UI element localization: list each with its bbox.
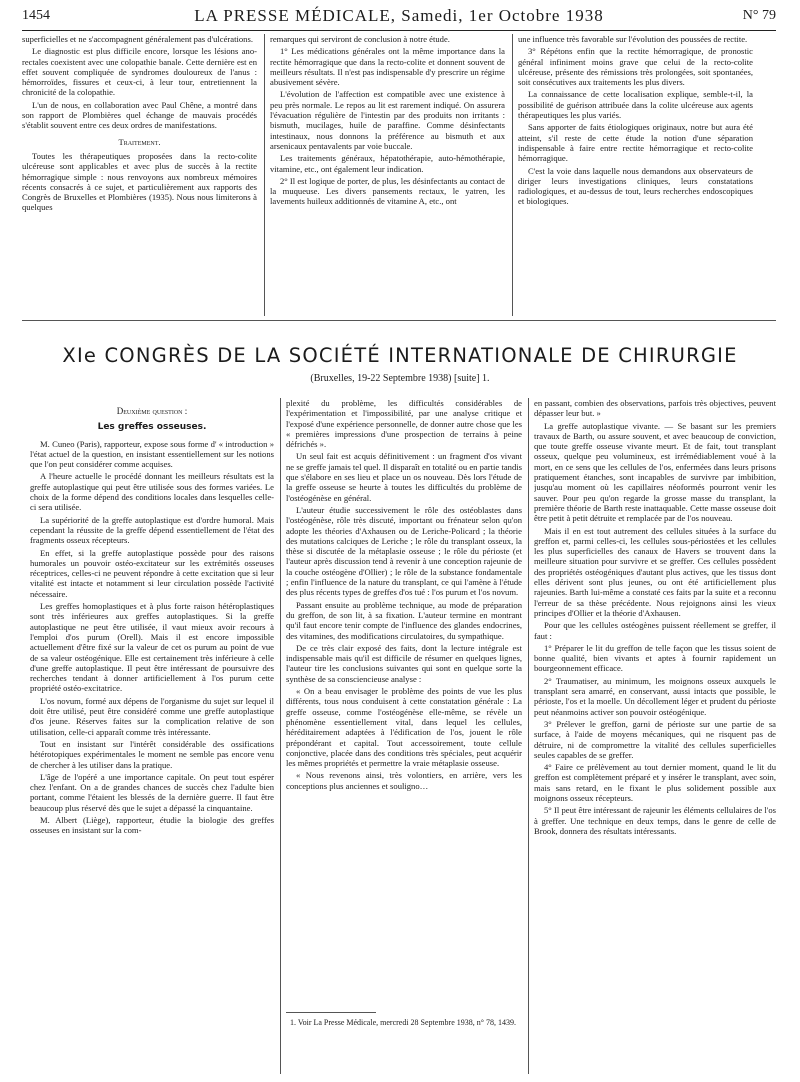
paragraph: 1° Préparer le lit du greffon de telle façon que les tissus soient de bonne qualité, bien vivants et aptes à fournir rapidement un bourgeonnement efficace.: [534, 642, 776, 674]
column-rule: [528, 398, 529, 1074]
session-title: Les greffes osseuses.: [97, 422, 207, 433]
section-heading: Traitement.: [118, 136, 161, 147]
paragraph: Les greffes homoplastiques et à plus forte raison hétéroplastiques sont très inférieures aux greffes autoplastiques. Si la greffe autoplastique ne peut être utilisée, il vaut mieux avoir recours à l'emploi d'os purum (Orell). Mais il est encore impossible actuellement d'être fixé sur la valeur de cet os purum au point de vue de sa valeur ostéogénique. Elle est certainement très inférieure à celle d'une greffe autoplastique. Il peut être intéressant de poursuivre des recherches tendant à donner artificiellement à l'os purum cette propriété ostéo-excitatrice.: [30, 601, 274, 694]
paragraph: L'évolution de l'affection est compatible avec une existence à peu près normale. Le repos au lit est rarement indiqué. On assurera l'évacuation régulière de l'intestin par des produits non irritants : bismuth, mucilages, huile de paraffine. Comme désinfectants intestinaux, nous donnons la préférence au bismuth et aux arsenicaux pentavalents par voie buccale.: [270, 89, 505, 151]
paragraph: A l'heure actuelle le procédé donnant les meilleurs résultats est la greffe autoplastique qui peut être utilisée sous des formes variées. Le choix de la forme dépend des conditions locales dans lesquelles celle-ci sera utilisée.: [30, 471, 274, 513]
paragraph: Tout en insistant sur l'intérêt considérable des ossifications hétérotopiques expérimentales le moment ne semble pas encore venu de chercher à les utiliser dans la pratique.: [30, 738, 274, 770]
session-heading: [30, 406, 274, 433]
paragraph: M. Albert (Liège), rapporteur, étudie la biologie des greffes osseuses en insistant sur la com-: [30, 814, 274, 836]
paragraph: plexité du problème, les difficultés considérables de l'expérimentation et l'impossibilité, par une analyse critique et l'exposé d'une expérience personnelle, de donner autre chose que les « premières impressions d'une prospection de terrains à peine défrichés ».: [286, 398, 522, 450]
paragraph: une influence très favorable sur l'évolution des poussées de rectite.: [518, 34, 748, 44]
paragraph: 2° Il est logique de porter, de plus, les désinfectants au contact de la muqueuse. Les divers pansements rectaux, le yatren, les lavements huileux additionnés de vitamine A, etc., ont: [270, 175, 505, 207]
top-column-2: [270, 34, 505, 316]
paragraph: La greffe autoplastique vivante. — Se basant sur les premiers travaux de Barth, ou assure souvent, et avec beaucoup de conviction, que toute greffe osseuse vivante meurt. Et de fait, tout transplant osseux, quelque peu volumineux, est irrémédiablement voué à la mort, en ce sens que les cellules de l'os, enfermées dans leurs prisons pratiquement étanches, sont incapables de survivre par imbibition, jusqu'au moment où les capillaires néoformés pourront venir les sauver. Pour peu qu'on regarde la grosse masse du transplant, la première théorie de Barth reste inattaquable. Cette masse osseuse doit être petit à petit détruite et remplacée par de l'os nouveau.: [534, 420, 776, 524]
section-divider: [22, 320, 776, 321]
journal-title: LA PRESSE MÉDICALE, Samedi, 1er Octobre 1938: [194, 6, 604, 25]
paragraph: 3° Répétons enfin que la rectite hémorragique, de pronostic général infiniment moins grave que celui de la recto-colite ulcéreuse, présente des rémissions très prolongées, soit spontanées, soit consécutives aux traitements les plus divers.: [518, 46, 753, 88]
paragraph: Les traitements généraux, hépatothérapie, auto-hémothérapie, vitamine, etc., ont également leur indication.: [270, 153, 505, 174]
paragraph: « Nous revenons ainsi, très volontiers, en arrière, vers les conceptions plus anciennes et souligno…: [286, 770, 522, 791]
paragraph: 3° Prélever le greffon, garni de périoste sur une partie de sa surface, à l'aide de moyens mécaniques, qui ne risquent pas de détruire, ni de compromettre la vitalité des cellules superficielles seules capables de se greffer.: [534, 718, 776, 760]
paragraph: Un seul fait est acquis définitivement : un fragment d'os vivant ne se greffe jamais tel quel. Il disparaît en totalité ou en partie tandis que s'élabore en ses lieu et place un os nouveau. Dès lors l'étude de la greffe osseuse se heurte à toutes les difficultés du problème de l'ostéogénèse en général.: [286, 451, 522, 503]
paragraph: Mais il en est tout autrement des cellules situées à la surface du greffon et, parmi celles-ci, les cellules sous-périostées et les cellules les plus superficielles des canaux de Havers se trouvent dans la meilleure situation pour survivre et se greffer. Ces cellules possèdent des propriétés ostéogéniques d'autant plus actives, que les tissus dont elles dérivent sont plus jeunes, ou ont été artificiellement plus rajeunies. Barth lui-même a constaté ces faits par la suite et a reconnu l'erreur de sa thèse précédente. Nous rejoignons ainsi les vieux principes d'Ollier et la théorie d'Axhausen.: [534, 525, 776, 618]
paragraph: La connaissance de cette localisation explique, semble-t-il, la possibilité de guérison attribuée dans la colite ulcéreuse aux agents thérapeutiques les plus variés.: [518, 89, 753, 121]
paragraph: M. Cuneo (Paris), rapporteur, expose sous forme d' « introduction » l'état actuel de la question, en insistant essentiellement sur les notions que l'on peut considérer comme acquises.: [30, 438, 274, 470]
paragraph: En effet, si la greffe autoplastique possède pour des raisons humorales un pouvoir ostéo-excitateur sur les extrémités osseuses réceptrices, celles-ci ne peuvent répondre à cette excitation que si leur vitalité est intacte et notamment si leur circulation possède l'activité nécessaire.: [30, 547, 274, 599]
top-column-3: [518, 34, 753, 316]
paragraph: Toutes les thérapeutiques proposées dans la recto-colite ulcéreuse sont applicables et avec plus de succès à la rectite hémorragique simple : nous renvoyons aux nombreux mémoires récents consacrés à ce sujet, et particulièrement aux rapports des Congrès de Bruxelles et Plombières (1935). Nous nous limiterons à quelques: [22, 150, 257, 213]
paragraph: La supériorité de la greffe autoplastique est d'ordre humoral. Mais cependant la réussite de la greffe dépend essentiellement de l'état des fragments osseux récepteurs.: [30, 514, 274, 546]
column-rule: [280, 398, 281, 1074]
footnote-rule: [286, 1012, 376, 1013]
paragraph: Sans apporter de faits étiologiques originaux, notre but aura été atteint, s'il reste de cette étude la notion d'une séparation indispensable à faire entre rectite hémorragique et recto-colite hémorragique.: [518, 122, 753, 164]
paragraph: 2° Traumatiser, au minimum, les moignons osseux auxquels le transplant sera amarré, en conservant, aussi intacts que possible, le périoste, l'os et la moelle. Un décollement léger et prudent du périoste peut néanmoins activer son pouvoir ostéogénique.: [534, 675, 776, 717]
paragraph: L'auteur étudie successivement le rôle des ostéoblastes dans l'ostéogénèse, rôle très discuté, important ou frénateur selon qu'on adopte les théories d'Axhausen ou de Leriche-Policard ; la théorie des mutations calciques de Leriche ; le rôle du transplant osseux, la thèse si discutée de la métaplasie osseuse ; le rôle du périoste (et l'auteur après discussion tend à revenir à une conception rajeunie de la couche ostéogène d'Ollier) ; le rôle de la substance fondamentale ; enfin l'influence de la nature du transplant, ce qui l'amène à l'étude des plus récents types de greffes d'os tué : l'os purum et l'os novum.: [286, 504, 522, 598]
paragraph: Le diagnostic est plus difficile encore, lorsque les lésions ano-rectales coexistent avec une colopathie banale. Cette dernière est en effet souvent compliquée de syndromes douloureux de l'anus : hémorroïdes, fissures et ceux-ci, à leur tour, entretiennent la chronicité de la colopathie.: [22, 46, 257, 98]
paragraph: C'est la voie dans laquelle nous demandons aux observateurs de diriger leurs investigations cliniques, leurs constatations radiologiques, et au-dessus de tout, leurs recherches endoscopiques et biologiques.: [518, 165, 753, 207]
session-label: Deuxième question :: [116, 406, 188, 416]
paragraph: 1° Les médications générales ont la même importance dans la rectite hémorragique que dans la recto-colite et donnent souvent de meilleurs résultats. Il n'est pas indispensable d'y prescrire un régime abusivement sévère.: [270, 46, 505, 88]
paragraph: 4° Faire ce prélèvement au tout dernier moment, quand le lit du greffon est complètement préparé et y insérer le transplant, avec soin, mais sans retard, en le fixant le plus solidement possible aux moignons osseux récepteurs.: [534, 762, 776, 803]
issue-number: N° 79: [742, 8, 776, 23]
congress-title: XIe CONGRÈS DE LA SOCIÉTÉ INTERNATIONALE DE CHIRURGIE: [62, 344, 738, 367]
paragraph: superficielles et ne s'accompagnent généralement pas d'ulcérations.: [22, 34, 253, 44]
paragraph: L'os novum, formé aux dépens de l'organisme du sujet sur lequel il doit être utilisé, peut être considéré comme une greffe autoplastique d'os jeune. Réserves faites sur la complication relative de son utilisation, celle-ci apparaît comme très intéressante.: [30, 695, 274, 737]
top-column-1: [22, 34, 257, 316]
paragraph: remarques qui serviront de conclusion à notre étude.: [270, 34, 450, 44]
congress-subtitle: (Bruxelles, 19-22 Septembre 1938) [suite] 1.: [310, 373, 490, 384]
lower-column-1: [30, 398, 274, 1076]
paragraph: « On a beau envisager le problème des points de vue les plus différents, tous nous conduisent à cette constatation générale : La greffe osseuse, comme l'ostéogénèse elle-même, se révèle un phénomène essentiellement vital, dans lequel les cellules, héréditairement adaptées à l'édification de l'os, jouent le rôle prépondérant et capital. Tout accessoirement, toute cellule conjonctive, placée dans des conditions très spéciales, peut acquérir les mêmes propriétés et permettre la vraie métaplasie osseuse.: [286, 686, 522, 769]
paragraph: L'un de nous, en collaboration avec Paul Chêne, a montré dans son rapport de Plombières quel échange de mauvais procédés s'établit souvent entre ces deux ordres de manifestations.: [22, 99, 257, 131]
column-rule: [264, 34, 265, 316]
paragraph: en passant, combien des observations, parfois très objectives, peuvent dépasser leur but. »: [534, 398, 776, 419]
paragraph: Passant ensuite au problème technique, au mode de préparation du greffon, de son lit, à sa fixation. L'auteur termine en montrant qu'il faut encore tenir compte de l'influence des glandes endocrines, des vitamines, des modifications circulatoires, du sympathique.: [286, 599, 522, 641]
paragraph: 5° Il peut être intéressant de rajeunir les éléments cellulaires de l'os à greffer. Une technique en deux temps, dans le genre de celle de Brook, donnera des résultats intéressants.: [534, 805, 776, 836]
paragraph: Pour que les cellules ostéogènes puissent réellement se greffer, il faut :: [534, 620, 776, 641]
page-header: [22, 6, 776, 31]
paragraph: L'âge de l'opéré a une importance capitale. On peut tout espérer chez l'enfant. On a de grandes chances de succès chez l'adulte bien portant, comme l'étaient les blessés de la dernière guerre. Il faut être beaucoup plus réservé dès que le sujet a dépassé la cinquantaine.: [30, 771, 274, 813]
page-number: 1454: [22, 8, 50, 23]
column-rule: [512, 34, 513, 316]
footnote: 1. Voir La Presse Médicale, mercredi 28 Septembre 1938, n° 78, 1439.: [290, 1018, 516, 1027]
lower-column-3: [534, 398, 776, 1076]
lower-column-2: [286, 398, 522, 1008]
paragraph: De ce très clair exposé des faits, dont la lecture intégrale est indispensable mais qu'il est difficile de résumer en quelques lignes, l'auteur tire les conclusions suivantes qui sont en quelque sorte la synthèse de sa consciencieuse analyse :: [286, 642, 522, 684]
